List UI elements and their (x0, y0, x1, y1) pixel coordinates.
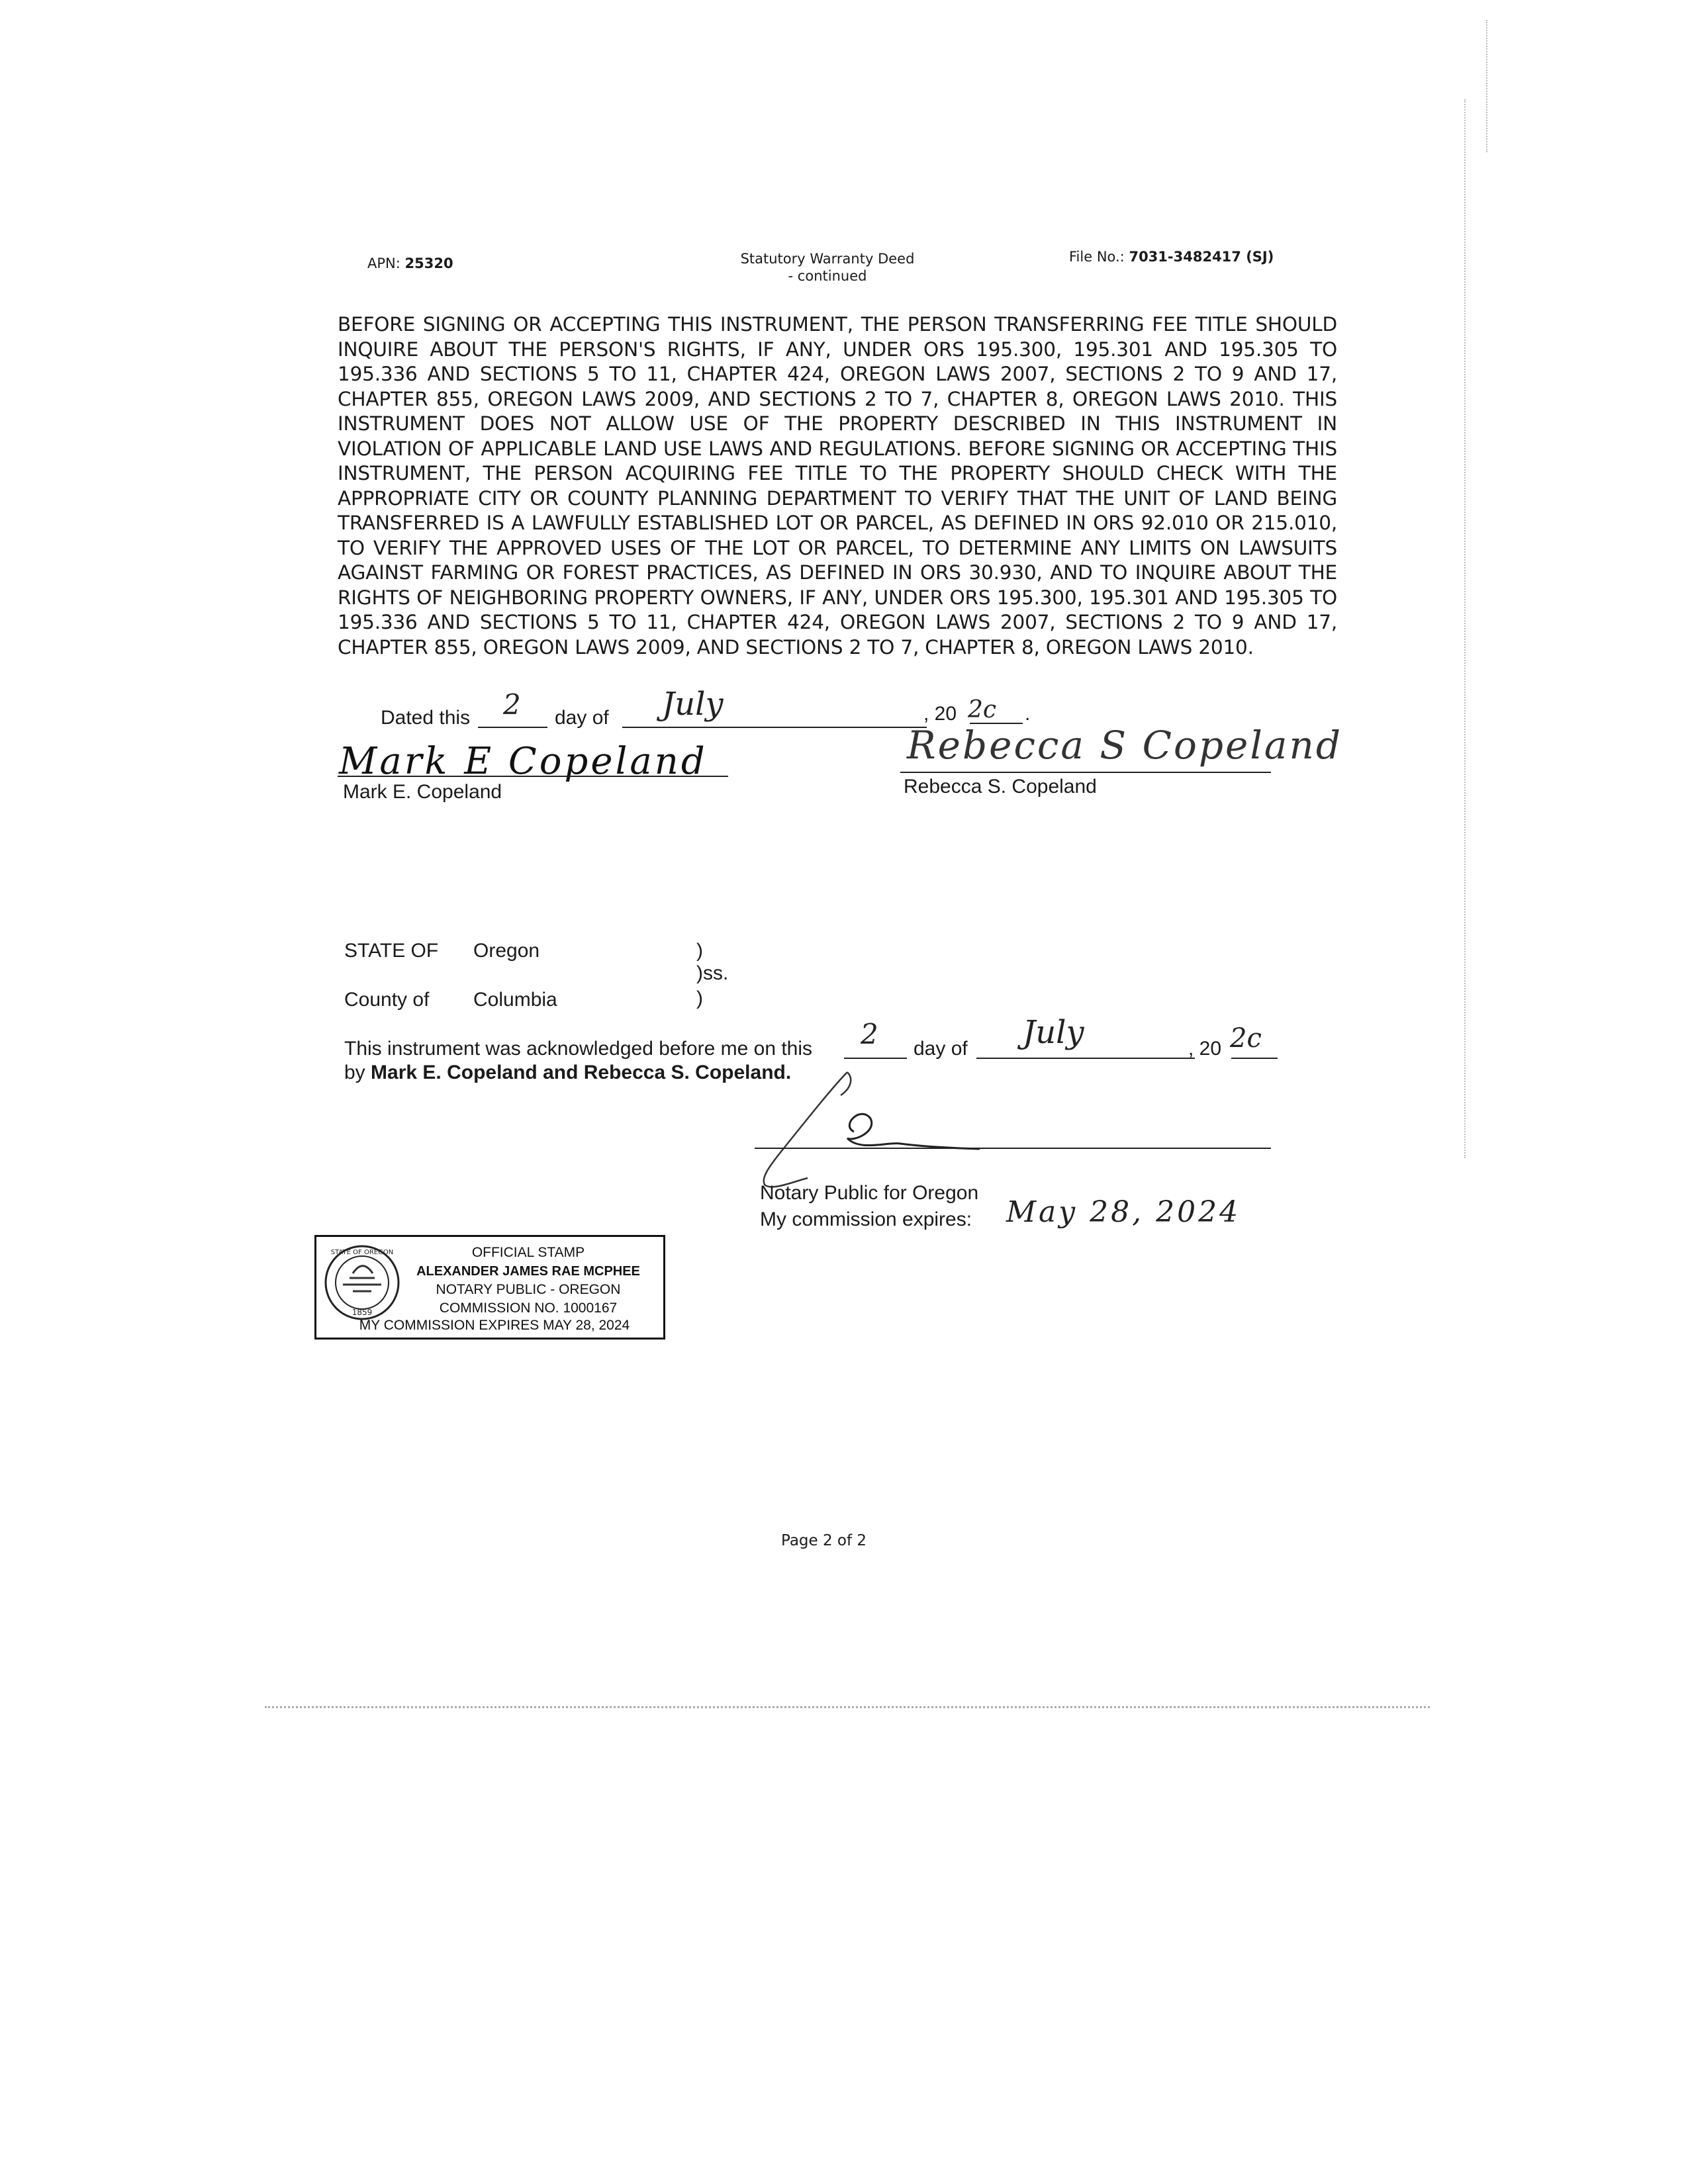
county-value: Columbia (473, 989, 557, 1011)
stamp-line2: ALEXANDER JAMES RAE MCPHEE (416, 1264, 640, 1279)
signer2-name: Rebecca S. Copeland (904, 776, 1097, 797)
right-margin-scan-artifact-2 (1486, 20, 1487, 152)
statutory-notice-paragraph: BEFORE SIGNING OR ACCEPTING THIS INSTRUMENT, THE PERSON TRANSFERRING FEE TITLE SHOULD INQUIRE ABOUT THE PERSON'S RIGHTS, IF ANY, UNDER ORS 195.300, 195.301 AND 195.305 TO 195.336 AND SECTIONS 5 TO 11, CHAPTER 424, OREGON LAWS 2007, SECTIONS 2 TO 9 AND 17, CHAPTER 855, OREGON LAWS 2009, AND SECTIONS 2 TO 7, CHAPTER 8, OREGON LAWS 2010. THIS INSTRUMENT DOES NOT ALLOW USE OF THE PROPERTY DESCRIBED IN THIS INSTRUMENT IN VIOLATION OF APPLICABLE LAND USE LAWS AND REGULATIONS. BEFORE SIGNING OR ACCEPTING THIS INSTRUMENT, THE PERSON ACQUIRING FEE TITLE TO THE PROPERTY SHOULD CHECK WITH THE APPROPRIATE CITY OR COUNTY PLANNING DEPARTMENT TO VERIFY THAT THE UNIT OF LAND BEING TRANSFERRED IS A LAWFULLY ESTABLISHED LOT OR PARCEL, AS DEFINED IN ORS 92.010 OR 215.010, TO VERIFY THE APPROVED USES OF THE LOT OR PARCEL, TO DETERMINE ANY LIMITS ON LAWSUITS AGAINST FARMING OR FOREST PRACTICES, AS DEFINED IN ORS 30.930, AND TO INQUIRE ABOUT THE RIGHTS OF NEIGHBORING PROPERTY OWNERS, IF ANY, UNDER ORS 195.300, 195.301 AND 195.305 TO 195.336 AND SECTIONS 5 TO 11, CHAPTER 424, OREGON LAWS 2007, SECTIONS 2 TO 9 AND 17, CHAPTER 855, OREGON LAWS 2009, AND SECTIONS 2 TO 7, CHAPTER 8, OREGON LAWS 2010. (338, 313, 1337, 659)
stamp-line5: MY COMMISSION EXPIRES MAY 28, 2024 (359, 1318, 630, 1333)
right-margin-scan-artifact (1464, 99, 1466, 1158)
venue-paren-bottom: ) (696, 987, 703, 1009)
ack-by-label: by (344, 1062, 365, 1083)
signature-rebecca: Rebecca S Copeland (907, 723, 1342, 768)
signature-line-1 (338, 776, 728, 777)
notary-signature (755, 1059, 1033, 1198)
state-seal-icon (323, 1244, 401, 1322)
ack-year-line (1231, 1058, 1278, 1059)
dated-prefix: Dated this (381, 707, 471, 729)
file-label: File No.: (1069, 249, 1125, 265)
ack-year-suffix: 2c (1230, 1023, 1262, 1054)
dated-day-line (478, 727, 547, 728)
stamp-line4: COMMISSION NO. 1000167 (439, 1300, 618, 1316)
seal-year: 1859 (352, 1308, 373, 1317)
dated-month: July (662, 686, 724, 723)
seal-text: STATE OF OREGON (330, 1249, 394, 1256)
ack-year-prefix: , 20 (1188, 1038, 1222, 1060)
ack-day: 2 (861, 1018, 878, 1050)
file-value: 7031-3482417 (SJ) (1129, 249, 1274, 265)
deed-title-block (722, 250, 933, 285)
stamp-line3: NOTARY PUBLIC - OREGON (436, 1282, 621, 1297)
ack-day-of: day of (914, 1038, 968, 1060)
notary-commission-date: May 28, 2024 (1006, 1195, 1241, 1229)
state-value: Oregon (473, 940, 540, 962)
file-number (1069, 249, 1274, 265)
signature-line-2 (900, 772, 1271, 773)
apn (367, 255, 453, 271)
apn-value: 25320 (404, 255, 453, 271)
apn-label: APN: (367, 255, 400, 271)
dated-year-suffix: 2c (968, 696, 997, 723)
bottom-scan-artifact (265, 1706, 1430, 1708)
notary-commission-label: My commission expires: (760, 1208, 972, 1230)
notary-title: Notary Public for Oregon (760, 1182, 979, 1204)
dated-day: 2 (503, 688, 521, 721)
state-label: STATE OF (344, 940, 439, 962)
stamp-line1: OFFICIAL STAMP (471, 1245, 585, 1260)
dated-day-of: day of (555, 707, 609, 729)
notary-signature-line (755, 1148, 1271, 1149)
deed-title: Statutory Warranty Deed (740, 251, 915, 267)
stamp-text-block (396, 1244, 661, 1318)
deed-subtitle: - continued (788, 268, 867, 284)
ack-month: July (1023, 1014, 1084, 1051)
signature-mark: Mark E Copeland (339, 740, 708, 783)
dated-year-prefix: , 20 (923, 703, 957, 725)
signer1-name: Mark E. Copeland (343, 781, 502, 803)
dated-month-line (622, 727, 927, 728)
dated-period: . (1025, 703, 1031, 725)
page-number: Page 2 of 2 (781, 1532, 867, 1549)
county-label: County of (344, 989, 430, 1011)
ack-prefix: This instrument was acknowledged before me on this (344, 1038, 813, 1060)
official-notary-stamp (314, 1235, 665, 1340)
venue-ss: )ss. (696, 962, 729, 984)
venue-paren-top: ) (696, 940, 703, 962)
ack-by-line (344, 1062, 791, 1084)
ack-by-names: Mark E. Copeland and Rebecca S. Copeland. (371, 1062, 792, 1083)
